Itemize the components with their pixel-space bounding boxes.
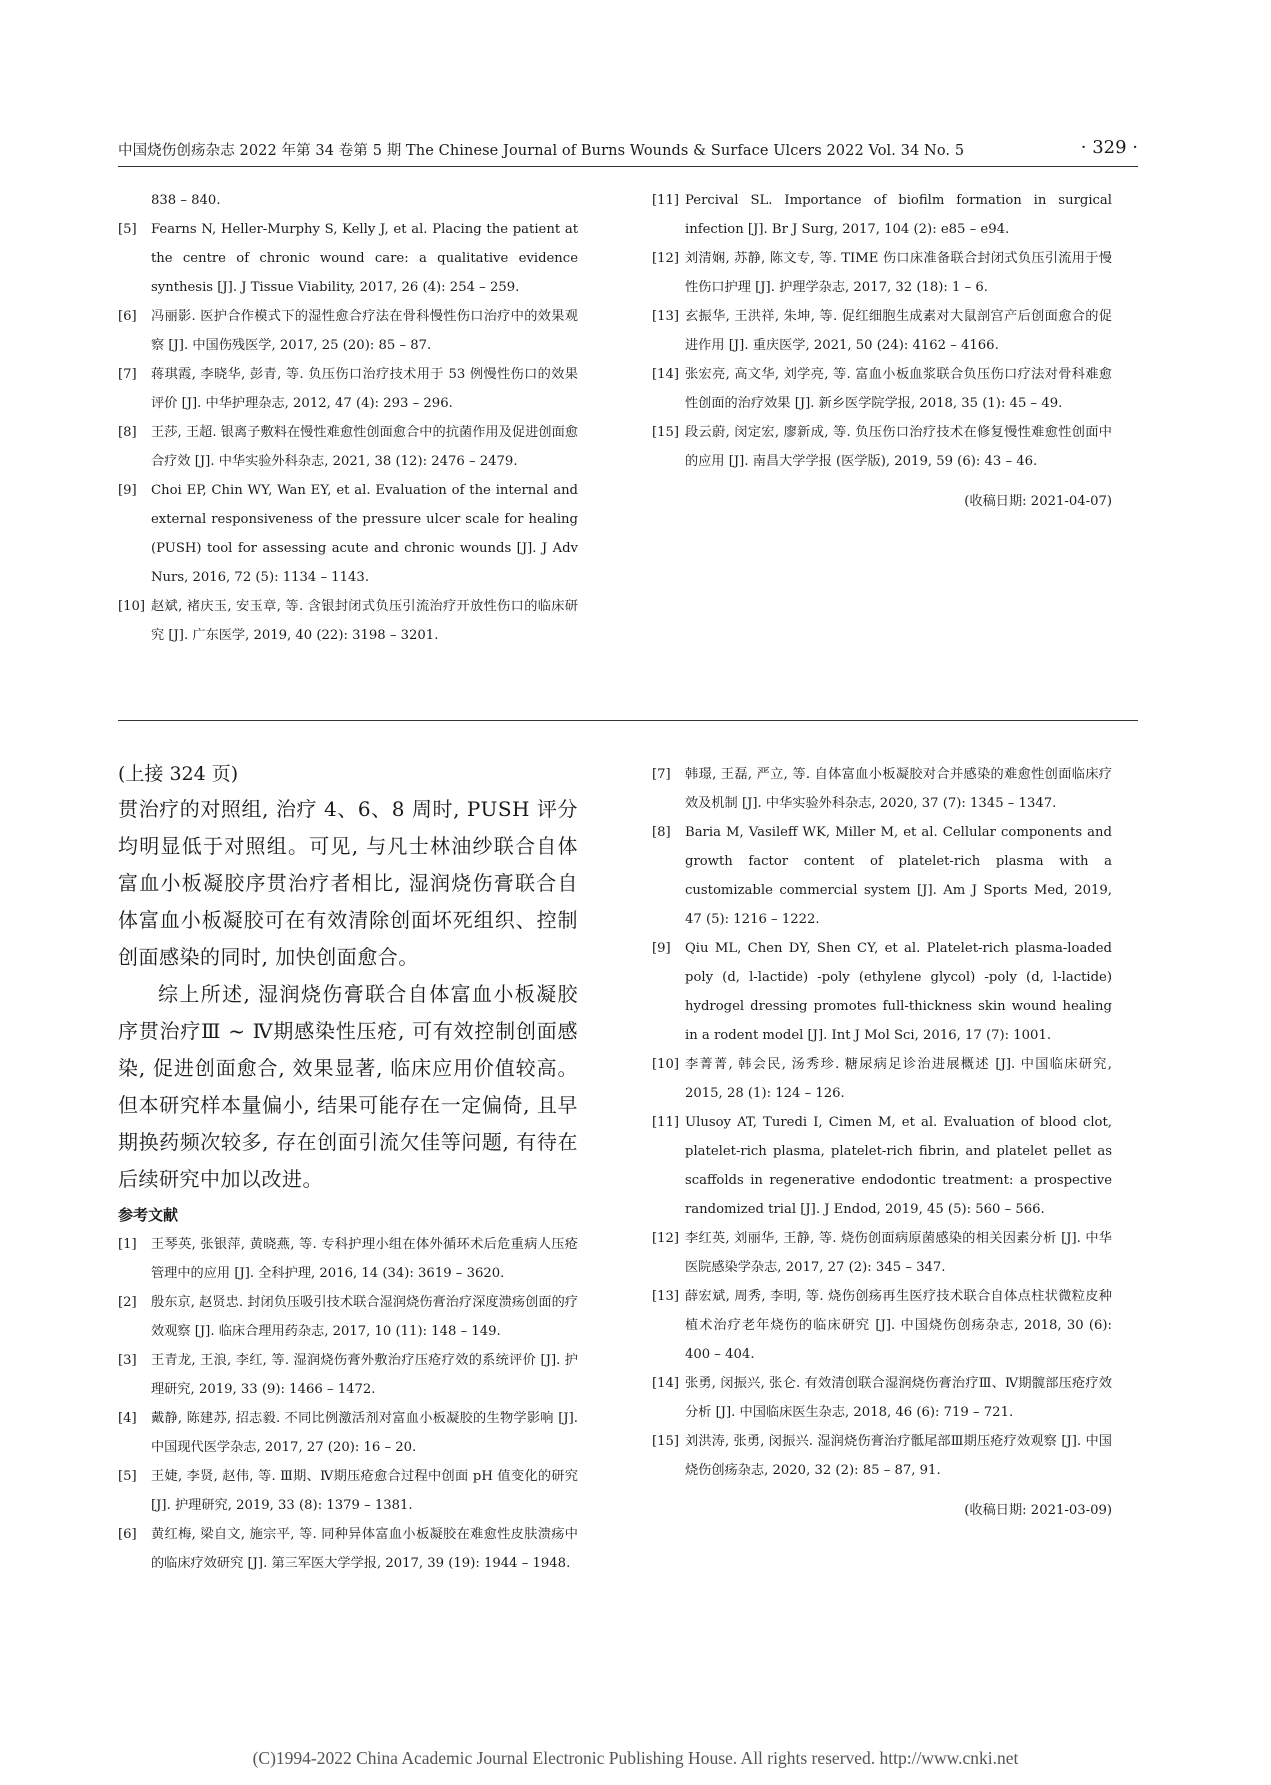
reference-item: [12] 刘清娴, 苏静, 陈文专, 等. TIME 伤口床准备联合封闭式负压引流用于慢性伤口护理 [J]. 护理学杂志, 2017, 32 (18): 1 – 6. [652, 251, 1112, 295]
continued-from-note: (上接 324 页) [118, 763, 239, 785]
reference-item: [10] 李菁菁, 韩会民, 汤秀珍. 糖尿病足诊治进展概述 [J]. 中国临床研究, 2015, 28 (1): 124 – 126. [652, 1057, 1112, 1101]
references-column-top-left [118, 186, 578, 650]
reference-continuation: 838 – 840. [151, 193, 221, 208]
section-divider [118, 720, 1138, 721]
reference-item: [8] 王莎, 王超. 银离子敷料在慢性难愈性创面愈合中的抗菌作用及促进创面愈合疗效 [J]. 中华实验外科杂志, 2021, 38 (12): 2476 – 2479. [118, 425, 578, 469]
header-divider [118, 166, 1138, 167]
reference-item: [9] Choi EP, Chin WY, Wan EY, et al. Evaluation of the internal and external responsiveness of the pressure ulcer scale for healing (PUSH) tool for assessing acute and chronic wounds [J]. J Adv Nurs, 2016, 72 (5): 1134 – 1143. [118, 483, 578, 585]
reference-item: [13] 玄振华, 王洪祥, 朱坤, 等. 促红细胞生成素对大鼠剖宫产后创面愈合的促进作用 [J]. 重庆医学, 2021, 50 (24): 4162 – 4166. [652, 309, 1112, 353]
reference-item: [3] 王青龙, 王浪, 李红, 等. 湿润烧伤膏外敷治疗压疮疗效的系统评价 [J]. 护理研究, 2019, 33 (9): 1466 – 1472. [118, 1353, 578, 1397]
reference-item: [5] 王婕, 李贤, 赵伟, 等. Ⅲ期、Ⅳ期压疮愈合过程中创面 pH 值变化的研究 [J]. 护理研究, 2019, 33 (8): 1379 – 1381. [118, 1469, 578, 1513]
reference-item: [15] 刘洪涛, 张勇, 闵振兴. 湿润烧伤膏治疗骶尾部Ⅲ期压疮疗效观察 [J]. 中国烧伤创疡杂志, 2020, 32 (2): 85 – 87, 91. [652, 1434, 1112, 1478]
received-date: (收稿日期: 2021-04-07) [964, 494, 1112, 509]
references-column-top-right [652, 186, 1112, 509]
reference-item: [14] 张宏亮, 高文华, 刘学亮, 等. 富血小板血浆联合负压伤口疗法对骨科难愈性创面的治疗效果 [J]. 新乡医学院学报, 2018, 35 (1): 45 – 49. [652, 367, 1112, 411]
reference-item: [1] 王琴英, 张银萍, 黄晓燕, 等. 专科护理小组在体外循环术后危重病人压疮管理中的应用 [J]. 全科护理, 2016, 14 (34): 3619 – 3620. [118, 1237, 578, 1281]
reference-item: [14] 张勇, 闵振兴, 张仑. 有效清创联合湿润烧伤膏治疗Ⅲ、Ⅳ期髋部压疮疗效分析 [J]. 中国临床医生杂志, 2018, 46 (6): 719 – 721. [652, 1376, 1112, 1420]
reference-item: [8] Baria M, Vasileff WK, Miller M, et al. Cellular components and growth factor content of platelet-rich plasma with a customizable commercial system [J]. Am J Sports Med, 2019, 47 (5): 1216 – 1222. [652, 825, 1112, 927]
reference-item: [12] 李红英, 刘丽华, 王静, 等. 烧伤创面病原菌感染的相关因素分析 [J]. 中华医院感染学杂志, 2017, 27 (2): 345 – 347. [652, 1231, 1112, 1275]
copyright-footer: (C)1994-2022 China Academic Journal Electronic Publishing House. All rights reserved. http://www.cnki.net [252, 1748, 1019, 1768]
reference-item: [5] Fearns N, Heller-Murphy S, Kelly J, et al. Placing the patient at the centre of chronic wound care: a qualitative evidence synthesis [J]. J Tissue Viability, 2017, 26 (4): 254 – 259. [118, 222, 578, 295]
reference-item: [7] 韩璟, 王磊, 严立, 等. 自体富血小板凝胶对合并感染的难愈性创面临床疗效及机制 [J]. 中华实验外科杂志, 2020, 37 (7): 1345 – 1347. [652, 767, 1112, 811]
reference-item: [10] 赵斌, 褚庆玉, 安玉章, 等. 含银封闭式负压引流治疗开放性伤口的临床研究 [J]. 广东医学, 2019, 40 (22): 3198 – 3201. [118, 599, 578, 643]
reference-item: [11] Percival SL. Importance of biofilm formation in surgical infection [J]. Br J Surg, 2017, 104 (2): e85 – e94. [652, 193, 1112, 237]
received-date: (收稿日期: 2021-03-09) [964, 1503, 1112, 1518]
body-paragraph: 综上所述, 湿润烧伤膏联合自体富血小板凝胶序贯治疗Ⅲ ~ Ⅳ期感染性压疮, 可有效控制创面感染, 促进创面愈合, 效果显著, 临床应用价值较高。但本研究样本量偏小, 结果可能存在一定偏倚, 且早期换药频次较多, 存在创面引流欠佳等问题, 有待在后续研究中加以改进。 [118, 982, 578, 1191]
reference-item: [6] 黄红梅, 梁自文, 施宗平, 等. 同种异体富血小板凝胶在难愈性皮肤溃疡中的临床疗效研究 [J]. 第三军医大学学报, 2017, 39 (19): 1944 – 1948. [118, 1527, 578, 1571]
reference-item: [4] 戴静, 陈建苏, 招志毅. 不同比例激活剂对富血小板凝胶的生物学影响 [J]. 中国现代医学杂志, 2017, 27 (20): 16 – 20. [118, 1411, 578, 1455]
references-heading: 参考文献 [118, 1206, 179, 1224]
reference-item: [6] 冯丽影. 医护合作模式下的湿性愈合疗法在骨科慢性伤口治疗中的效果观察 [J]. 中国伤残医学, 2017, 25 (20): 85 – 87. [118, 309, 578, 353]
reference-item: [13] 薛宏斌, 周秀, 李明, 等. 烧伤创疡再生医疗技术联合自体点柱状微粒皮种植术治疗老年烧伤的临床研究 [J]. 中国烧伤创疡杂志, 2018, 30 (6): 400 – 404. [652, 1289, 1112, 1362]
reference-item: [2] 殷东京, 赵贤忠. 封闭负压吸引技术联合湿润烧伤膏治疗深度溃疡创面的疗效观察 [J]. 临床合理用药杂志, 2017, 10 (11): 148 – 149. [118, 1295, 578, 1339]
reference-item: [7] 蒋琪霞, 李晓华, 彭青, 等. 负压伤口治疗技术用于 53 例慢性伤口的效果评价 [J]. 中华护理杂志, 2012, 47 (4): 293 – 296. [118, 367, 578, 411]
page-number: · 329 · [1080, 137, 1138, 158]
reference-item: [15] 段云蔚, 闵定宏, 廖新成, 等. 负压伤口治疗技术在修复慢性难愈性创面中的应用 [J]. 南昌大学学报 (医学版), 2019, 59 (6): 43 – 46. [652, 425, 1112, 469]
body-paragraph: 贯治疗的对照组, 治疗 4、6、8 周时, PUSH 评分均明显低于对照组。可见, 与凡士林油纱联合自体富血小板凝胶序贯治疗者相比, 湿润烧伤膏联合自体富血小板凝胶可在有效清除创面坏死组织、控制创面感染的同时, 加快创面愈合。 [118, 797, 578, 969]
reference-item: [11] Ulusoy AT, Turedi I, Cimen M, et al. Evaluation of blood clot, platelet-rich plasma, platelet-rich fibrin, and platelet pellet as scaffolds in regenerative endodontic treatment: a prospective randomized trial [J]. J Endod, 2019, 45 (5): 560 – 566. [652, 1115, 1112, 1217]
references-column-bottom-right [652, 760, 1112, 1518]
journal-header-text: 中国烧伤创疡杂志 2022 年第 34 卷第 5 期 The Chinese Journal of Burns Wounds & Surface Ulcers 2022 Vol. 34 No. 5 [118, 143, 965, 159]
reference-item: [9] Qiu ML, Chen DY, Shen CY, et al. Platelet-rich plasma-loaded poly (d, l-lactide) -poly (ethylene glycol) -poly (d, l-lactide) hydrogel dressing promotes full-thickness skin wound healing in a rodent model [J]. Int J Mol Sci, 2016, 17 (7): 1001. [652, 941, 1112, 1043]
running-header [118, 137, 1138, 163]
article-continuation-column [118, 760, 578, 1578]
